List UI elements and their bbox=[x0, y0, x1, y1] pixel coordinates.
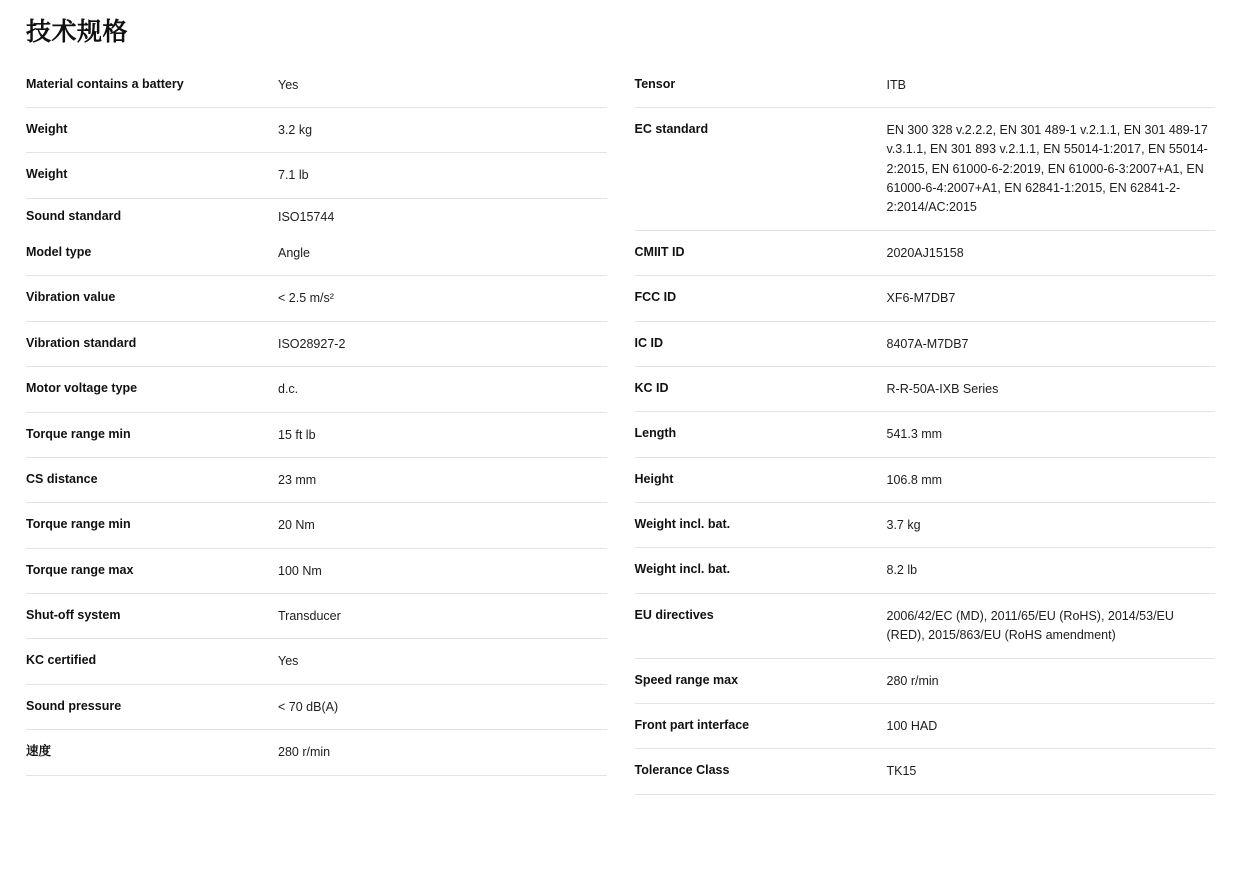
spec-value: TK15 bbox=[886, 764, 917, 779]
spec-label: Shut-off system bbox=[26, 608, 121, 622]
spec-value: 2020AJ15158 bbox=[886, 245, 964, 260]
spec-label: KC ID bbox=[634, 380, 669, 395]
spec-label: Weight bbox=[26, 167, 68, 182]
spec-label: Vibration standard bbox=[26, 335, 137, 350]
spec-label: FCC ID bbox=[634, 290, 677, 305]
spec-value: Yes bbox=[278, 77, 299, 92]
spec-value: 100 Nm bbox=[278, 563, 322, 578]
spec-label: Torque range min bbox=[26, 517, 131, 532]
spec-row bbox=[635, 749, 1216, 794]
spec-value: 15 ft lb bbox=[278, 427, 316, 442]
spec-row bbox=[26, 199, 607, 235]
spec-value: 23 mm bbox=[278, 472, 317, 487]
spec-label: Speed range max bbox=[634, 672, 739, 687]
spec-label: IC ID bbox=[634, 335, 663, 350]
spec-label: 速度 bbox=[26, 744, 52, 759]
spec-value: 20 Nm bbox=[278, 518, 315, 533]
spec-row bbox=[635, 276, 1216, 321]
spec-value: 100 HAD bbox=[886, 718, 938, 733]
spec-row bbox=[26, 153, 607, 198]
spec-label: Weight incl. bat. bbox=[634, 517, 731, 531]
spec-row bbox=[635, 367, 1216, 412]
spec-value: 3.7 kg bbox=[886, 518, 921, 532]
spec-row bbox=[635, 704, 1216, 749]
spec-label: Length bbox=[634, 426, 677, 441]
spec-row bbox=[26, 549, 607, 594]
spec-label: Torque range max bbox=[26, 562, 134, 577]
spec-value: XF6-M7DB7 bbox=[886, 291, 956, 306]
spec-value: Yes bbox=[278, 654, 299, 669]
spec-value: EN 300 328 v.2.2.2, EN 301 489-1 v.2.1.1, EN 301 489-17 v.3.1.1, EN 301 893 v.2.1.1, EN 55014-1:2017, EN 55014-2:2015, EN 61000-6-2:2019, EN 61000-6-3:2007+A1, EN 61000-6-4:2007+A1, EN 62841-1:2015, EN 62841-2-2:2014/AC:2015 bbox=[886, 122, 1208, 215]
spec-row bbox=[26, 367, 607, 412]
spec-label: EU directives bbox=[634, 607, 714, 622]
spec-page bbox=[0, 16, 1241, 879]
spec-row bbox=[635, 322, 1216, 367]
spec-value: ISO15744 bbox=[278, 209, 335, 224]
spec-label: Model type bbox=[26, 245, 92, 259]
spec-label: Motor voltage type bbox=[26, 381, 138, 396]
spec-row bbox=[26, 276, 607, 321]
spec-row bbox=[26, 503, 607, 548]
spec-value: 7.1 lb bbox=[278, 168, 309, 183]
spec-label: Tolerance Class bbox=[634, 763, 730, 778]
spec-label: Sound standard bbox=[26, 208, 122, 223]
spec-value: ISO28927-2 bbox=[278, 336, 346, 351]
spec-row bbox=[635, 108, 1216, 231]
spec-row bbox=[26, 685, 607, 730]
spec-row bbox=[26, 458, 607, 503]
spec-value: 2006/42/EC (MD), 2011/65/EU (RoHS), 2014/53/EU (RED), 2015/863/EU (RoHS amendment) bbox=[886, 608, 1174, 643]
spec-label: Material contains a battery bbox=[26, 76, 184, 91]
spec-value: 8407A-M7DB7 bbox=[886, 336, 969, 351]
spec-label: Sound pressure bbox=[26, 698, 122, 713]
spec-value: < 70 dB(A) bbox=[278, 699, 339, 714]
spec-label: CMIIT ID bbox=[634, 244, 685, 259]
spec-label: Height bbox=[634, 471, 674, 486]
spec-value: R-R-50A-IXB Series bbox=[886, 381, 999, 396]
spec-row bbox=[26, 108, 607, 153]
spec-row bbox=[635, 548, 1216, 593]
spec-label: Tensor bbox=[634, 76, 676, 91]
page-title: 技术规格 bbox=[26, 18, 129, 46]
spec-row bbox=[26, 235, 607, 276]
spec-label: EC standard bbox=[634, 121, 709, 136]
spec-label: Weight bbox=[26, 121, 68, 136]
spec-value: d.c. bbox=[278, 382, 299, 397]
spec-label: KC certified bbox=[26, 653, 97, 668]
spec-row bbox=[26, 413, 607, 458]
spec-row bbox=[635, 659, 1216, 704]
spec-label: Torque range min bbox=[26, 426, 131, 441]
spec-value: ITB bbox=[886, 77, 906, 92]
spec-row bbox=[635, 412, 1216, 457]
spec-value: 541.3 mm bbox=[886, 427, 943, 442]
spec-value: 280 r/min bbox=[886, 673, 939, 688]
spec-value: 280 r/min bbox=[278, 745, 331, 760]
spec-label: Weight incl. bat. bbox=[634, 562, 731, 577]
spec-row bbox=[635, 594, 1216, 659]
spec-row bbox=[635, 458, 1216, 503]
spec-value: Angle bbox=[278, 246, 310, 260]
spec-value: 106.8 mm bbox=[886, 472, 943, 487]
spec-row bbox=[26, 730, 607, 775]
spec-row bbox=[26, 639, 607, 684]
spec-value: Transducer bbox=[278, 609, 341, 623]
spec-row bbox=[26, 594, 607, 639]
spec-row bbox=[26, 322, 607, 367]
spec-value: < 2.5 m/s² bbox=[278, 291, 334, 306]
spec-row bbox=[26, 63, 607, 108]
spec-row bbox=[635, 503, 1216, 548]
spec-label: CS distance bbox=[26, 471, 98, 486]
spec-column-right bbox=[635, 63, 1216, 795]
spec-value: 8.2 lb bbox=[886, 563, 918, 578]
spec-label: Front part interface bbox=[634, 717, 750, 732]
spec-row bbox=[635, 63, 1216, 108]
spec-columns bbox=[26, 63, 1215, 795]
spec-value: 3.2 kg bbox=[278, 122, 313, 137]
spec-label: Vibration value bbox=[26, 290, 116, 305]
spec-column-left bbox=[26, 63, 607, 776]
spec-row bbox=[635, 231, 1216, 276]
